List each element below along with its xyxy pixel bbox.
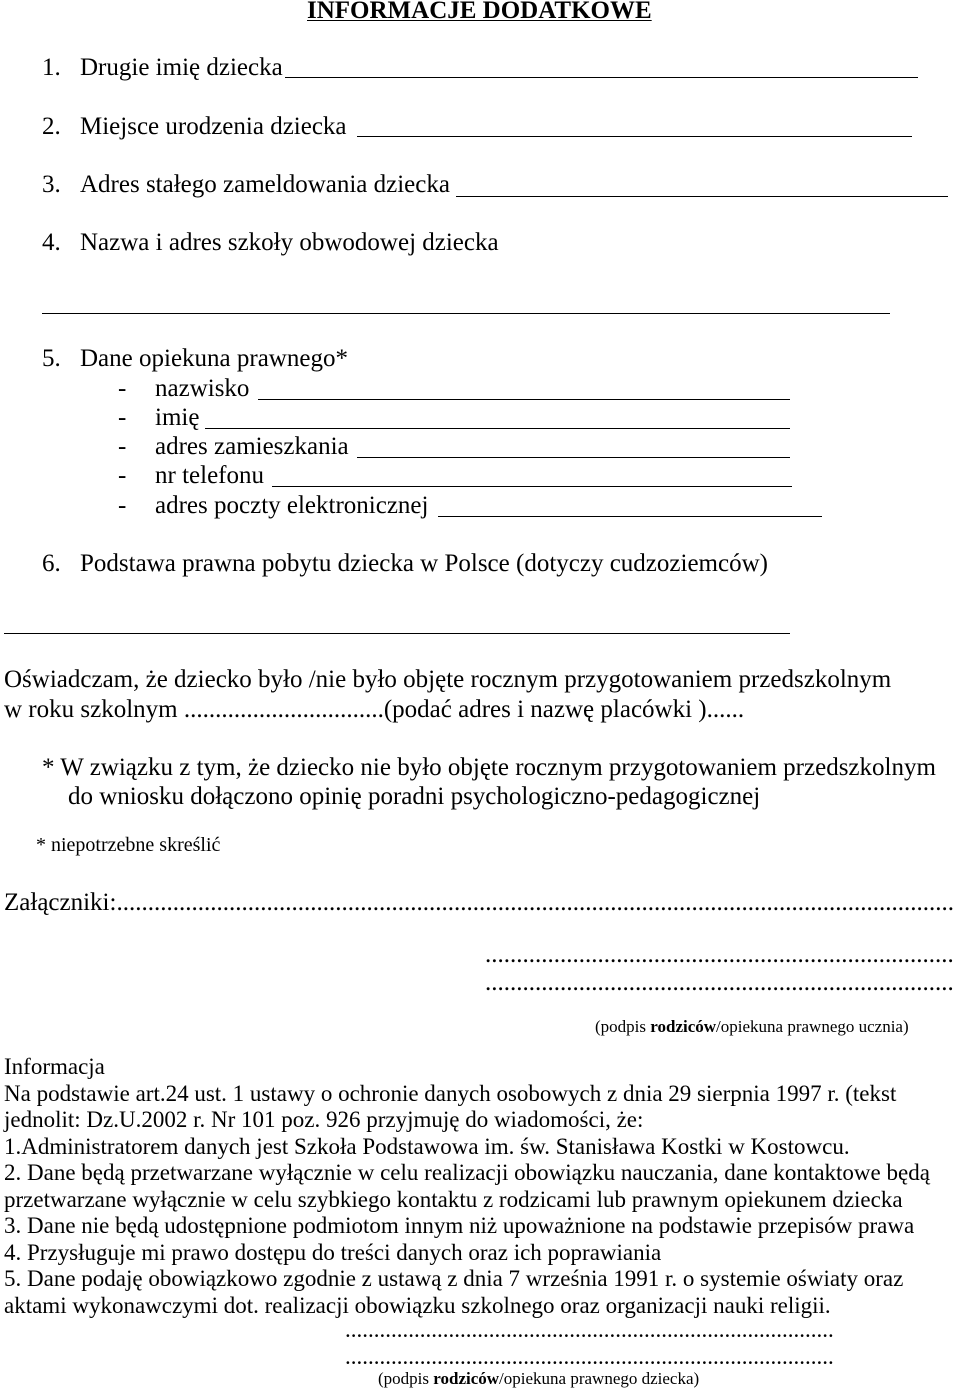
guardian-field-imie [118,403,199,432]
item-label: Podstawa prawna pobytu dziecka w Polsce (dotyczy cudzoziemców) [80,550,768,577]
guardian-field-nazwisko [118,374,249,403]
footnote: * niepotrzebne skreślić [36,834,221,856]
item-number: 5. [42,345,61,372]
fill-line-podstawa-prawna [4,633,790,634]
guardian-field-label: nr telefonu [155,462,264,489]
guardian-field-label: imię [155,404,200,431]
note-line-1: * W związku z tym, że dziecko nie było objęte rocznym przygotowaniem przedszkolnym [42,754,936,781]
item-podstawa-prawna [42,549,768,578]
item-dane-opiekuna [42,344,348,373]
information-line: 2. Dane będą przetwarzane wyłącznie w celu realizacji obowiązku nauczania, dane kontaktowe będą [4,1160,930,1185]
item-label: Miejsce urodzenia dziecka [80,113,347,140]
information-line: 5. Dane podaję obowiązkowo zgodnie z ustawą z dnia 7 września 1991 r. o systemie oświaty oraz [4,1266,904,1291]
fill-line-nr-telefonu [272,486,792,487]
signature-caption-student [595,1018,909,1036]
guardian-field-label: adres poczty elektronicznej [155,492,429,519]
item-number: 4. [42,229,61,256]
guardian-field-adres-zamieszkania [118,432,349,461]
dash-bullet: - [118,492,127,519]
caption-prefix: (podpis [595,1017,651,1036]
item-number: 1. [42,54,61,81]
item-label: Drugie imię dziecka [80,54,283,81]
signature-caption-child [378,1370,699,1388]
fill-line-szkola-obwodowa [42,313,890,314]
caption-bold: rodziców [433,1369,500,1388]
information-line: 3. Dane nie będą udostępnione podmiotom innym niż upoważnione na podstawie przepisów prawa [4,1213,915,1238]
guardian-field-label: adres zamieszkania [155,433,349,460]
page-title: INFORMACJE DODATKOWE [307,0,652,24]
information-line: Na podstawie art.24 ust. 1 ustawy o ochronie danych osobowych z dnia 29 sierpnia 1997 r. (tekst [4,1081,897,1106]
caption-suffix: /opiekuna prawnego ucznia) [716,1017,909,1036]
signature-dots-line-1: ..................................................................................... [345,1317,834,1342]
signature-dots-line-2: ........................................................................... [485,969,954,996]
item-adres-zameldowania [42,170,450,199]
fill-line-miejsce-urodzenia [357,136,912,137]
declaration-line-2: w roku szkolnym ................................(podać adres i nazwę placówki )...... [4,696,745,723]
caption-prefix: (podpis [378,1369,434,1388]
information-line: 1.Administratorem danych jest Szkoła Podstawowa im. św. Stanisława Kostki w Kostowcu. [4,1134,850,1159]
caption-bold: rodziców [650,1017,717,1036]
fill-line-drugie-imie [285,77,918,78]
dash-bullet: - [118,375,127,402]
dash-bullet: - [118,433,127,460]
item-miejsce-urodzenia [42,112,347,141]
item-drugie-imie [42,53,283,82]
declaration-line-1: Oświadczam, że dziecko było /nie było objęte rocznym przygotowaniem przedszkolnym [4,666,892,693]
item-number: 6. [42,550,61,577]
item-label: Dane opiekuna prawnego* [80,345,348,372]
signature-dots-line-1: ........................................................................... [485,941,954,968]
dash-bullet: - [118,404,127,431]
information-heading: Informacja [4,1054,105,1079]
fill-line-nazwisko [258,399,790,400]
guardian-field-label: nazwisko [155,375,250,402]
guardian-field-nr-telefonu [118,461,264,490]
item-number: 2. [42,113,61,140]
information-line: aktami wykonawczymi dot. realizacji obowiązku szkolnego oraz organizacji nauki religii. [4,1293,831,1318]
signature-dots-line-2: ..................................................................................... [345,1344,834,1369]
fill-line-adres-zameldowania [456,196,948,197]
fill-line-imie [205,428,790,429]
item-number: 3. [42,171,61,198]
fill-line-email [438,516,822,517]
item-label: Nazwa i adres szkoły obwodowej dziecka [80,229,499,256]
information-line: 4. Przysługuje mi prawo dostępu do treści danych oraz ich poprawiania [4,1240,662,1265]
dash-bullet: - [118,462,127,489]
guardian-field-email [118,491,428,520]
information-line: przetwarzane wyłącznie w celu szybkiego kontaktu z rodzicami lub prawnym opiekunem dziecka [4,1187,903,1212]
information-line: jednolit: Dz.U.2002 r. Nr 101 poz. 926 przyjmuję do wiadomości, że: [4,1107,644,1132]
item-szkola-obwodowa [42,228,499,257]
note-line-2: do wniosku dołączono opinię poradni psychologiczno-pedagogicznej [68,783,761,810]
caption-suffix: /opiekuna prawnego dziecka) [499,1369,700,1388]
fill-line-adres-zamieszkania [357,457,790,458]
item-label: Adres stałego zameldowania dziecka [80,171,450,198]
attachments-line: Załączniki:...................................................................................................................................... [4,889,954,916]
